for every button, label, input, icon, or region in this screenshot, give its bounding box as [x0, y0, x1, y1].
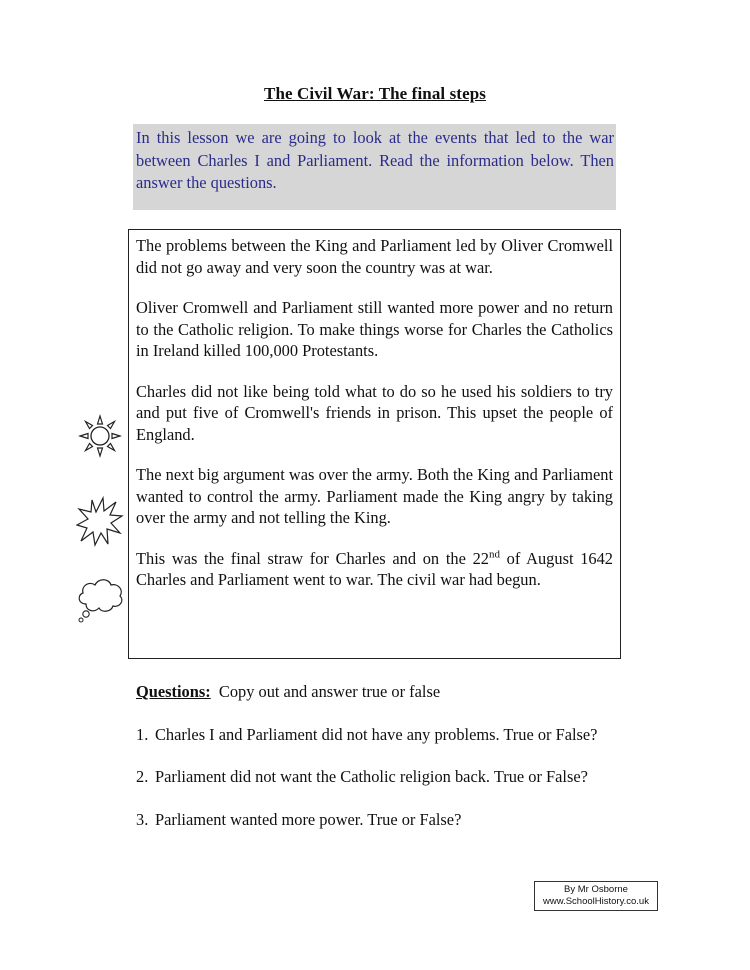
info-paragraph-3: Charles did not like being told what to do so he used his soldiers to try and put five of Cromwell's friends in prison. This upset the people of England. — [136, 381, 613, 444]
question-item — [136, 766, 620, 788]
questions-section — [136, 681, 620, 851]
credit-box — [534, 881, 658, 911]
info-paragraph-5-end: of August 1642 Charles and Parliament went to war. The civil war had begun. — [136, 548, 613, 589]
page-title: The Civil War: The final steps — [264, 84, 486, 103]
question-number: 3. — [136, 809, 149, 829]
intro-box: In this lesson we are going to look at the events that led to the war between Charles I and Parliament. Read the information below. Then answer the questions. — [133, 124, 616, 210]
credit-author: By Mr Osborne — [564, 884, 628, 895]
explosion-icon — [76, 496, 124, 548]
info-paragraph-5-start: This was the final straw for Charles and on the 22 — [136, 548, 489, 568]
info-paragraph-1: The problems between the King and Parliament led by Oliver Cromwell did not go away and very soon the country was at war. — [136, 236, 613, 277]
question-number: 1. — [136, 724, 149, 744]
question-item — [136, 724, 620, 746]
question-number: 2. — [136, 767, 149, 786]
thought-bubble-icon — [74, 574, 126, 624]
question-item — [136, 809, 620, 831]
question-text: Parliament wanted more power. True or False? — [155, 809, 462, 829]
question-text: Charles I and Parliament did not have any problems. True or False? — [155, 724, 598, 744]
question-text: Parliament did not want the Catholic religion back. True or False? — [155, 767, 588, 786]
info-paragraph-2: Oliver Cromwell and Parliament still wanted more power and no return to the Catholic religion. To make things worse for Charles the Catholics in Ireland killed 100,000 Protestants. — [136, 298, 613, 360]
questions-instruction: Copy out and answer true or false — [218, 682, 441, 701]
date-superscript: nd — [488, 548, 500, 561]
questions-list — [136, 724, 620, 831]
info-paragraph-5 — [136, 548, 613, 591]
questions-heading: Questions: — [136, 682, 211, 701]
information-box — [128, 229, 621, 659]
credit-website: www.SchoolHistory.co.uk — [543, 896, 649, 907]
questions-heading-line — [136, 681, 620, 703]
sun-icon — [78, 414, 122, 458]
info-paragraph-4: The next big argument was over the army. Both the King and Parliament wanted to control the army. Parliament made the King angry by taking over the army and not telling the King. — [136, 465, 613, 527]
